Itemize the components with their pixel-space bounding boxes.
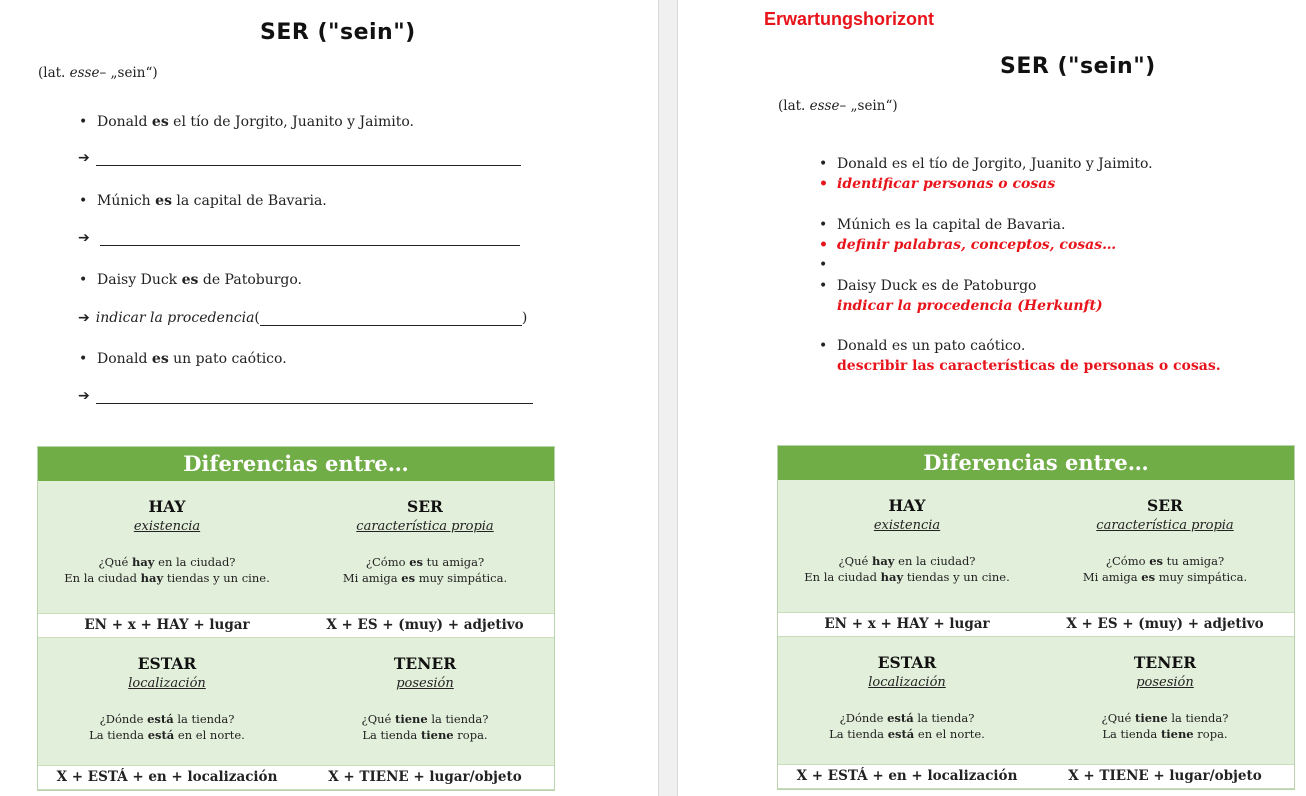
answer-sentence-2: • Múnich es la capital de Bavaria. bbox=[837, 217, 1065, 233]
sentence-2: • Múnich es la capital de Bavaria. bbox=[97, 193, 327, 209]
cell-hay: HAY existencia ¿Qué hay en la ciudad? En la ciudad hay tiendas y un cine. bbox=[804, 496, 1010, 584]
cell-ser: SER característica propia ¿Cómo es tu amiga? Mi amiga es muy simpática. bbox=[1082, 496, 1248, 584]
cell-tener: TENER posesión ¿Qué tiene la tienda? La tienda tiene ropa. bbox=[1101, 653, 1229, 741]
page-title: SER ("sein") bbox=[260, 20, 416, 45]
answer-blank[interactable] bbox=[100, 231, 520, 246]
answer-line-2 bbox=[78, 230, 520, 246]
formula-row: X + ESTÁ + en + localización X + TIENE + lugar/objeto bbox=[778, 764, 1294, 789]
cell-ser: SER característica propia ¿Cómo es tu amiga? Mi amiga es muy simpática. bbox=[342, 497, 508, 585]
page-title: SER ("sein") bbox=[1000, 54, 1156, 79]
answer-4: describir las características de personas o cosas. bbox=[837, 358, 1221, 374]
arrow-icon: ➔ bbox=[78, 388, 90, 404]
answer-1: • identificar personas o cosas bbox=[837, 176, 1055, 192]
answer-key-page bbox=[678, 0, 1306, 796]
answer-line-4 bbox=[78, 388, 533, 404]
differences-table bbox=[777, 445, 1295, 790]
answer-sentence-4: • Donald es un pato caótico. bbox=[837, 338, 1025, 354]
answer-2: • definir palabras, conceptos, cosas… bbox=[837, 237, 1116, 253]
formula-row: X + ESTÁ + en + localización X + TIENE + lugar/objeto bbox=[38, 765, 554, 790]
answer-blank[interactable] bbox=[96, 151, 521, 166]
table-heading: Diferencias entre… bbox=[778, 446, 1294, 480]
sentence-4: • Donald es un pato caótico. bbox=[97, 351, 287, 367]
answer-line-1 bbox=[78, 150, 521, 166]
formula-row: EN + x + HAY + lugar X + ES + (muy) + adjetivo bbox=[778, 612, 1294, 637]
cell-hay: HAY existencia ¿Qué hay en la ciudad? En la ciudad hay tiendas y un cine. bbox=[64, 497, 270, 585]
cell-estar: ESTAR localización ¿Dónde está la tienda? La tienda está en el norte. bbox=[89, 654, 245, 742]
latin-origin: (lat. esse– „sein“) bbox=[778, 98, 898, 114]
table-heading: Diferencias entre… bbox=[38, 447, 554, 481]
cell-estar: ESTAR localización ¿Dónde está la tienda? La tienda está en el norte. bbox=[829, 653, 985, 741]
answer-sentence-3: • Daisy Duck es de Patoburgo bbox=[837, 278, 1036, 294]
answer-blank[interactable] bbox=[96, 389, 533, 404]
latin-origin: (lat. esse– „sein“) bbox=[38, 65, 158, 81]
answer-3: indicar la procedencia (Herkunft) bbox=[837, 298, 1103, 314]
differences-table bbox=[37, 446, 555, 791]
arrow-icon: ➔ bbox=[78, 310, 90, 326]
sentence-1: • Donald es el tío de Jorgito, Juanito y Jaimito. bbox=[97, 114, 414, 130]
answer-sentence-1: • Donald es el tío de Jorgito, Juanito y Jaimito. bbox=[837, 156, 1153, 172]
answer-line-3: ➔ indicar la procedencia ( ) bbox=[78, 310, 528, 326]
page-gutter bbox=[658, 0, 678, 796]
arrow-icon: ➔ bbox=[78, 230, 90, 246]
arrow-icon: ➔ bbox=[78, 150, 90, 166]
sentence-3: • Daisy Duck es de Patoburgo. bbox=[97, 272, 302, 288]
cell-tener: TENER posesión ¿Qué tiene la tienda? La tienda tiene ropa. bbox=[361, 654, 489, 742]
answer-key-header: Erwartungshorizont bbox=[764, 9, 934, 29]
answer-blank[interactable] bbox=[260, 311, 522, 326]
formula-row: EN + x + HAY + lugar X + ES + (muy) + adjetivo bbox=[38, 613, 554, 638]
